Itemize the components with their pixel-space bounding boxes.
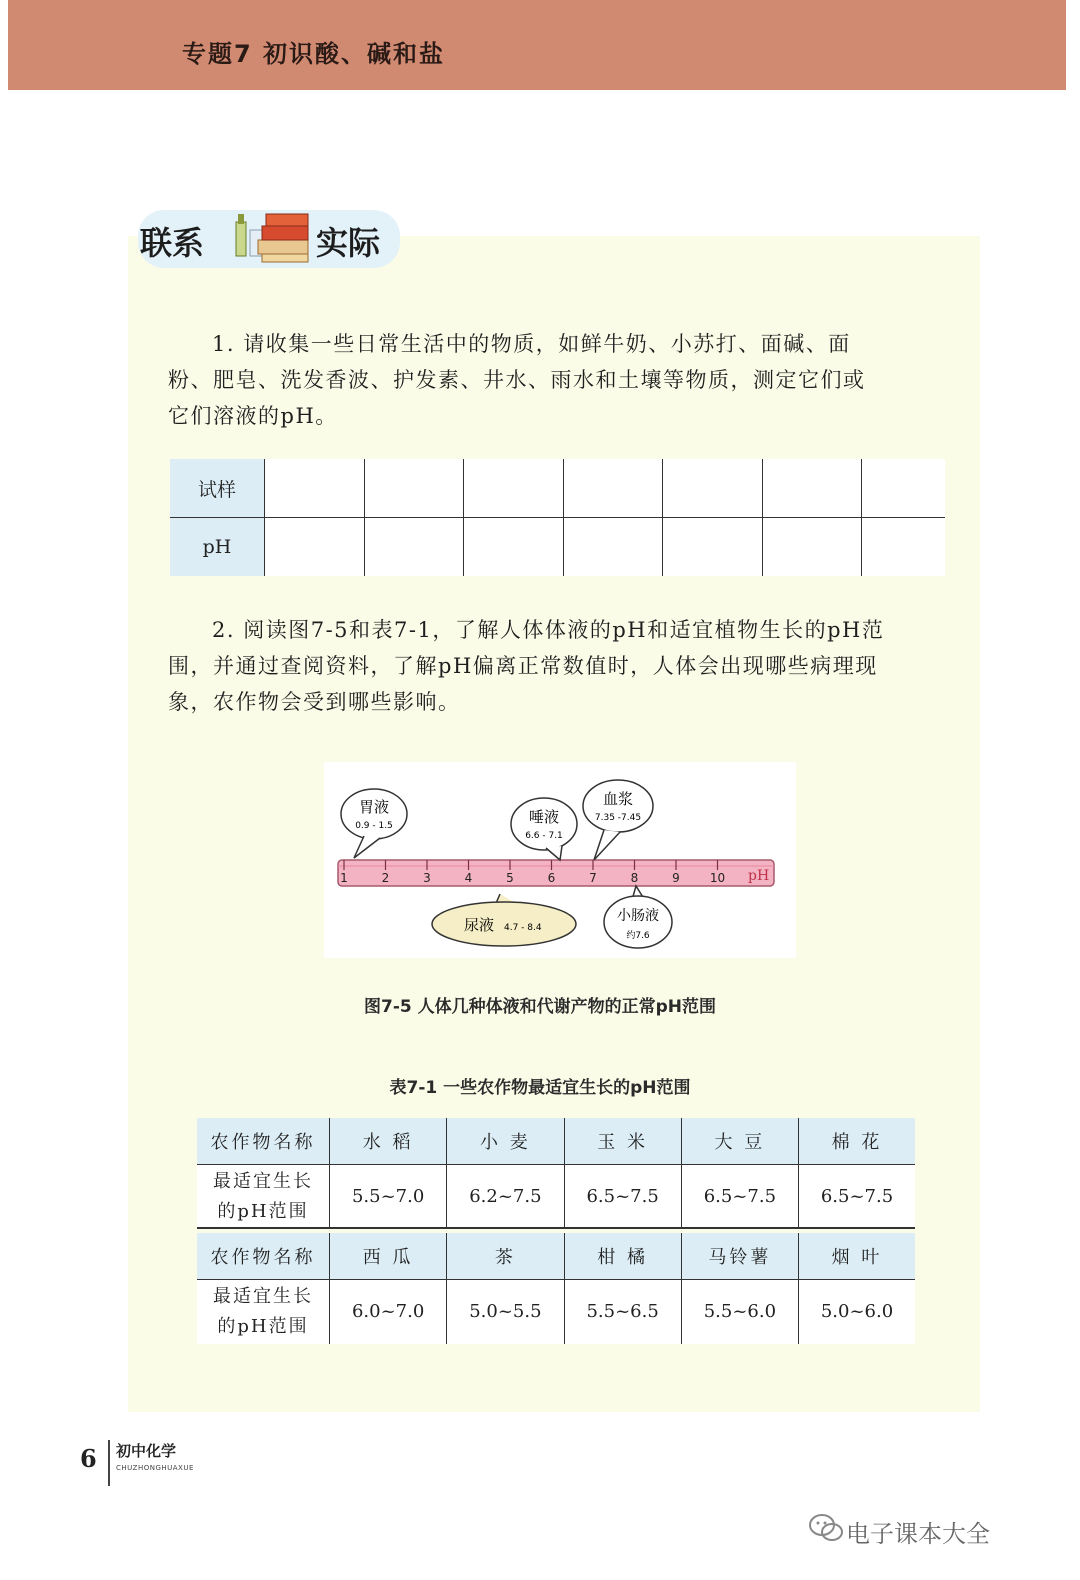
ph-tick-label: 10 bbox=[709, 871, 726, 885]
crop-name: 玉 米 bbox=[564, 1118, 681, 1165]
bubble-intestinal-juice bbox=[604, 886, 672, 948]
table-row bbox=[197, 1165, 915, 1229]
question-1-line-2: 粉、肥皂、洗发香波、护发素、井水、雨水和土壤等物质，测定它们或 bbox=[168, 368, 866, 392]
crop-name: 大 豆 bbox=[681, 1118, 798, 1165]
row-header-ph-range bbox=[197, 1165, 330, 1229]
bubble-range: 0.9 - 1.5 bbox=[355, 821, 393, 831]
ph-unit-label: pH bbox=[748, 868, 770, 884]
table-cell bbox=[364, 518, 464, 577]
crop-name: 小 麦 bbox=[447, 1118, 564, 1165]
ph-scale-diagram bbox=[324, 762, 796, 958]
table-row bbox=[170, 518, 945, 577]
row-label-ph: pH bbox=[170, 518, 265, 577]
row-header-crop-name: 农作物名称 bbox=[197, 1118, 330, 1165]
ph-tick-label: 4 bbox=[464, 871, 473, 885]
crop-name: 马铃薯 bbox=[681, 1233, 798, 1280]
bubble-range: 6.6 - 7.1 bbox=[525, 831, 563, 841]
table-cell bbox=[464, 518, 564, 577]
table-cell bbox=[563, 518, 663, 577]
book-pinyin: CHUZHONGHUAXUE bbox=[116, 1464, 194, 1472]
page-number: 6 bbox=[80, 1444, 97, 1473]
page-header-band bbox=[8, 0, 1066, 90]
ph-tick-label: 1 bbox=[340, 871, 348, 885]
bubble-label: 胃液 bbox=[358, 798, 390, 816]
bubble-label: 尿液 bbox=[464, 916, 495, 934]
ph-range: 6.5~7.5 bbox=[681, 1165, 798, 1229]
question-1 bbox=[168, 326, 958, 434]
table-cell bbox=[265, 459, 365, 518]
ph-range: 6.5~7.5 bbox=[799, 1165, 916, 1229]
ph-tick-label: 7 bbox=[589, 871, 597, 885]
ph-tick-label: 2 bbox=[381, 871, 390, 885]
table-cell bbox=[862, 459, 945, 518]
ph-tick-label: 9 bbox=[672, 871, 680, 885]
bubble-range: 7.35 -7.45 bbox=[594, 813, 642, 823]
sample-ph-table bbox=[170, 459, 945, 576]
bubble-gastric-juice bbox=[341, 789, 407, 858]
bubble-urine bbox=[432, 894, 576, 946]
question-1-line-1: 1. 请收集一些日常生活中的物质，如鲜牛奶、小苏打、面碱、面 bbox=[212, 332, 851, 356]
wechat-icon bbox=[808, 1512, 844, 1544]
question-1-line-3: 它们溶液的pH。 bbox=[168, 404, 338, 428]
table-cell bbox=[265, 518, 365, 577]
ph-range: 5.5~6.0 bbox=[681, 1280, 798, 1344]
section-title-right: 实际 bbox=[316, 224, 381, 262]
chapter-title: 专题7 初识酸、碱和盐 bbox=[182, 40, 446, 68]
bubble-plasma bbox=[583, 780, 653, 860]
row-header-crop-name: 农作物名称 bbox=[197, 1233, 330, 1280]
section-title-left: 联系 bbox=[140, 224, 205, 262]
row-header-ph-range-line-2: 的pH范围 bbox=[217, 1200, 309, 1222]
question-2-line-1: 2. 阅读图7-5和表7-1，了解人体体液的pH和适宜植物生长的pH范 bbox=[212, 618, 885, 642]
table-row bbox=[197, 1280, 915, 1344]
table-row bbox=[197, 1118, 915, 1165]
crop-ph-table-group-1 bbox=[197, 1118, 915, 1229]
bubble-range: 约7.6 bbox=[626, 931, 650, 941]
row-header-ph-range-line-2: 的pH范围 bbox=[217, 1315, 309, 1337]
table-cell bbox=[762, 459, 862, 518]
ph-range: 5.5~6.5 bbox=[564, 1280, 681, 1344]
ph-tick-label: 5 bbox=[506, 871, 514, 885]
book-title: 初中化学 bbox=[116, 1442, 177, 1460]
question-2 bbox=[168, 612, 958, 720]
figure-caption: 图7-5 人体几种体液和代谢产物的正常pH范围 bbox=[363, 997, 717, 1017]
crop-name: 西 瓜 bbox=[330, 1233, 447, 1280]
crop-name: 烟 叶 bbox=[799, 1233, 916, 1280]
bubble-label: 小肠液 bbox=[617, 908, 659, 924]
table-cell bbox=[364, 459, 464, 518]
table-cell bbox=[663, 459, 763, 518]
ph-range: 5.5~7.0 bbox=[330, 1165, 447, 1229]
row-label-sample: 试样 bbox=[170, 459, 265, 518]
ph-tick-label: 8 bbox=[630, 871, 639, 885]
ph-tick-label: 6 bbox=[547, 871, 556, 885]
table-cell bbox=[762, 518, 862, 577]
table-cell bbox=[563, 459, 663, 518]
question-2-line-2: 围，并通过查阅资料，了解pH偏离正常数值时，人体会出现哪些病理现 bbox=[168, 654, 878, 678]
books-icon bbox=[228, 200, 314, 270]
table-cell bbox=[663, 518, 763, 577]
ph-range: 5.0~5.5 bbox=[447, 1280, 564, 1344]
question-2-line-3: 象，农作物会受到哪些影响。 bbox=[168, 690, 461, 714]
bubble-label: 血浆 bbox=[602, 790, 634, 808]
table-cell bbox=[464, 459, 564, 518]
bubble-range: 4.7 - 8.4 bbox=[504, 923, 542, 933]
crop-name: 茶 bbox=[447, 1233, 564, 1280]
ph-range: 6.0~7.0 bbox=[330, 1280, 447, 1344]
crop-name: 棉 花 bbox=[799, 1118, 916, 1165]
crop-name: 水 稻 bbox=[330, 1118, 447, 1165]
crop-name: 柑 橘 bbox=[564, 1233, 681, 1280]
crop-ph-table-group-2 bbox=[197, 1233, 915, 1344]
bubble-saliva bbox=[511, 798, 577, 860]
bubble-label: 唾液 bbox=[528, 808, 560, 826]
section-badge bbox=[138, 210, 400, 268]
ph-tick-label: 3 bbox=[423, 871, 431, 885]
ph-range: 6.5~7.5 bbox=[564, 1165, 681, 1229]
table-cell bbox=[862, 518, 945, 577]
footer-divider bbox=[108, 1440, 110, 1486]
ph-figure bbox=[324, 762, 796, 958]
ph-scale-bar bbox=[338, 860, 774, 886]
table-row bbox=[170, 459, 945, 518]
ph-range: 5.0~6.0 bbox=[799, 1280, 916, 1344]
row-header-ph-range bbox=[197, 1280, 330, 1344]
row-header-ph-range-line-1: 最适宜生长 bbox=[213, 1170, 313, 1192]
watermark-text: 电子课本大全 bbox=[846, 1520, 990, 1548]
ph-range: 6.2~7.5 bbox=[447, 1165, 564, 1229]
row-header-ph-range-line-1: 最适宜生长 bbox=[213, 1285, 313, 1307]
table-title: 表7-1 一些农作物最适宜生长的pH范围 bbox=[389, 1078, 691, 1098]
table-row bbox=[197, 1233, 915, 1280]
